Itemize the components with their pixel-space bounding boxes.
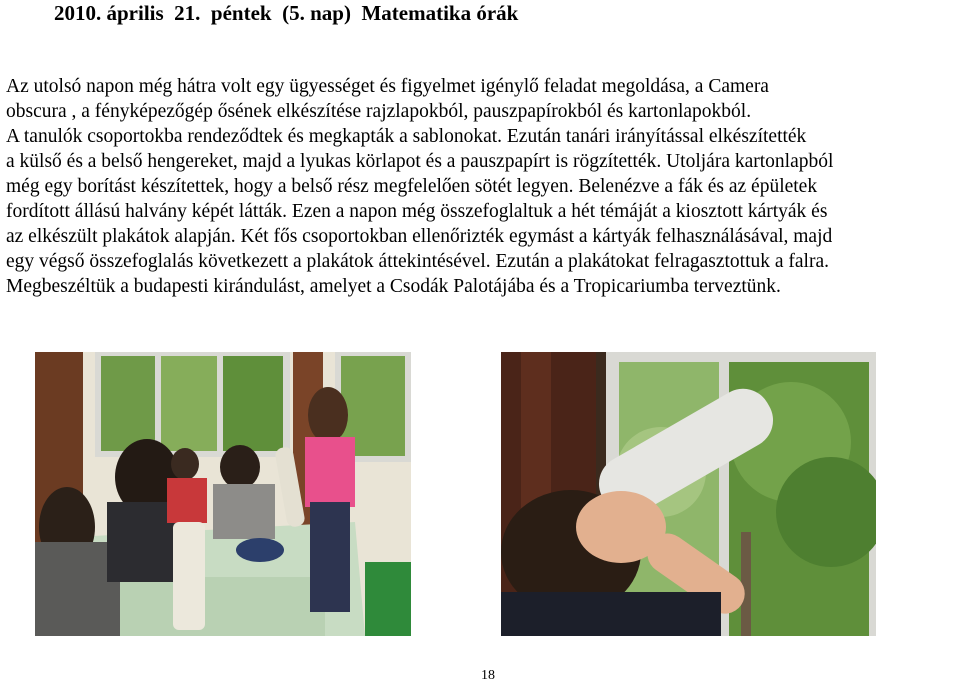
paragraph-line: egy végső összefoglalás következett a plakátok áttekintésével. Ezután a plakátokat felragasztottuk a falra. bbox=[6, 251, 829, 272]
paragraph-line: A tanulók csoportokba rendeződtek és megkapták a sablonokat. Ezután tanári irányítással elkészítették bbox=[6, 126, 807, 147]
page-heading: 2010. április 21. péntek (5. nap) Matematika órák bbox=[54, 1, 519, 25]
paragraph-line: Az utolsó napon még hátra volt egy ügyességet és figyelmet igénylő feladat megoldása, a Camera bbox=[6, 76, 769, 97]
paragraph-line: a külső és a belső hengereket, majd a lyukas körlapot és a pauszpapírt is rögzítették. Utoljára kartonlapból bbox=[6, 151, 834, 172]
paragraph-line: az elkészült plakátok alapján. Két fős csoportokban ellenőrizték egymást a kártyák felhasználásával, majd bbox=[6, 226, 833, 247]
camera-obscura-photo bbox=[501, 352, 876, 636]
page-number: 18 bbox=[481, 668, 495, 683]
classroom-photo bbox=[35, 352, 411, 636]
paragraph-line: fordított állású halvány képét látták. Ezen a napon még összefoglaltuk a hét témáját a kiosztott kártyák és bbox=[6, 201, 828, 222]
body-paragraph bbox=[6, 74, 958, 299]
paragraph-line: még egy borítást készítettek, hogy a belső rész megfelelően sötét legyen. Belenézve a fák és az épületek bbox=[6, 176, 818, 197]
paragraph-line: Megbeszéltük a budapesti kirándulást, amelyet a Csodák Palotájába és a Tropicariumba terveztünk. bbox=[6, 276, 781, 297]
paragraph-line: obscura , a fényképezőgép ősének elkészítése rajzlapokból, pauszpapírokból és kartonlapokból. bbox=[6, 101, 752, 122]
